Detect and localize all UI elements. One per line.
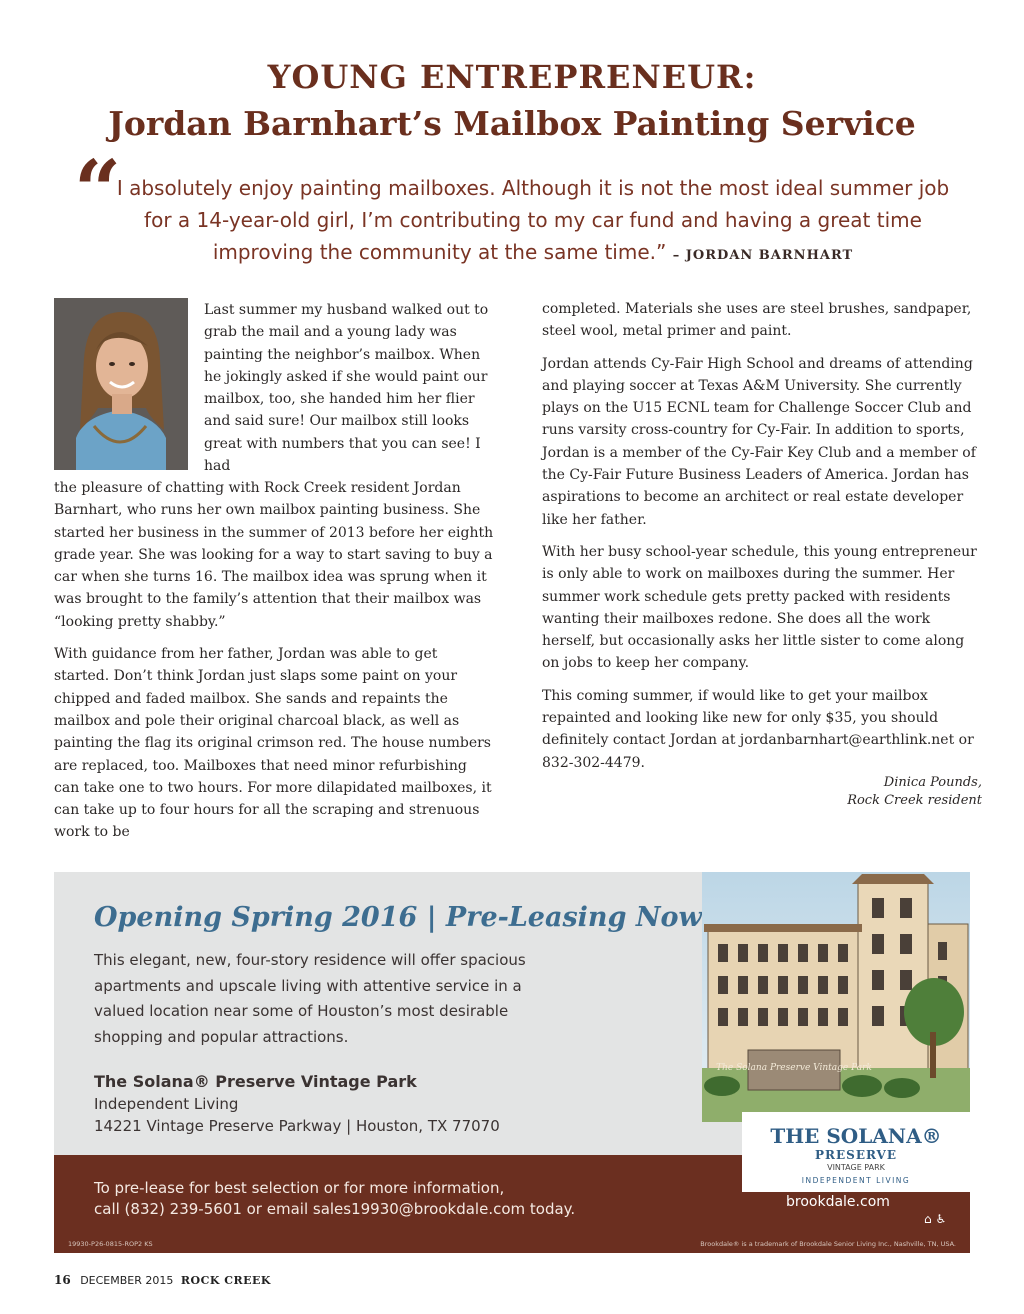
quote-mark: “	[74, 143, 122, 239]
ad-website: brookdale.com	[786, 1194, 890, 1210]
ad-description: This elegant, new, four-story residence will offer spacious apartments and upscale living with attentive service in a valued location near some of Houston’s most desirable shopping and popular attractions.	[94, 951, 526, 1046]
portrait-illustration	[54, 298, 188, 470]
signature	[542, 774, 982, 810]
ad-headline: Opening Spring 2016 | Pre-Leasing Now	[94, 902, 702, 933]
signature-name: Dinica Pounds,	[883, 774, 982, 790]
pull-quote	[108, 172, 958, 272]
page-number: 16	[54, 1273, 71, 1287]
article-right-column	[542, 298, 982, 810]
publication-name: ROCK CREEK	[180, 1274, 271, 1287]
building-illustration	[702, 872, 970, 1122]
logo-line-2: PRESERVE	[815, 1148, 897, 1162]
solana-logo	[742, 1112, 970, 1192]
pull-quote-attribution: – JORDAN BARNHART	[672, 248, 854, 263]
ad-trademark: Brookdale® is a trademark of Brookdale Senior Living Inc., Nashville, TN, USA.	[700, 1240, 956, 1248]
signature-role: Rock Creek resident	[847, 792, 982, 808]
article-paragraph-2: With guidance from her father, Jordan was able to get started. Don’t think Jordan just slaps some paint on your chipped and faded mailbox. She sands and repaints the mailbox and pole their original charcoal black, as well as painting the flag its original crimson red. The house numbers are replaced, too. Mailboxes that need minor refurbishing can take one to two hours. For more dilapidated mailboxes, it can take up to four hours for all the scraping and strenuous work to be	[54, 646, 492, 841]
ad-compliance-icons	[924, 1212, 946, 1226]
ad-code: 19930-P26-0815-ROP2 KS	[68, 1240, 153, 1248]
headline-line-1: YOUNG ENTREPRENEUR:	[267, 58, 757, 96]
page-folio	[54, 1273, 271, 1287]
ad-call-to-action	[94, 1178, 634, 1220]
article-paragraph-4: With her busy school-year schedule, this young entrepreneur is only able to work on mailboxes during the summer. Her summer work schedule gets pretty packed with residents wanting their mailboxes redone. She does all the work herself, but occasionally asks her little sister to come along on jobs to keep her company.	[542, 543, 977, 672]
ad-cta-line-1: To pre-lease for best selection or for more information,	[94, 1179, 505, 1197]
ad-cta-line-2: call (832) 239-5601 or email sales19930@brookdale.com today.	[94, 1200, 576, 1218]
article-left-column	[54, 477, 494, 854]
jordan-portrait-photo	[54, 298, 188, 470]
accessibility-icon: ♿	[935, 1212, 947, 1226]
solana-advertisement	[54, 872, 970, 1253]
logo-line-1: THE SOLANA®	[770, 1124, 942, 1148]
headline-line-2: Jordan Barnhart’s Mailbox Painting Service	[108, 104, 916, 143]
ad-property-address: 14221 Vintage Preserve Parkway | Houston, TX 77070	[94, 1117, 500, 1135]
ad-property-name: The Solana® Preserve Vintage Park	[94, 1072, 417, 1091]
article-intro-rest: the pleasure of chatting with Rock Creek resident Jordan Barnhart, who runs her own mailbox painting business. She started her business in the summer of 2013 before her eighth grade year. She was looking for a way to start saving to buy a car when she turns 16. The mailbox idea was sprung when it was brought to the family’s attention that their mailbox was “looking pretty shabby.”	[54, 480, 494, 630]
article-paragraph-5: This coming summer, if would like to get your mailbox repainted and looking like new for only $35, you should definitely contact Jordan at jordanbarnhart@earthlink.net or 832-302-4479.	[542, 687, 974, 771]
logo-line-4: INDEPENDENT LIVING	[801, 1176, 911, 1185]
article-intro-wrapped: Last summer my husband walked out to grab the mail and a young lady was painting the neighbor’s mailbox. When he jokingly asked if she would paint our mailbox, too, she handed him her flier and said sure! Our mailbox still looks great with numbers that you can see! I had	[204, 302, 489, 475]
logo-line-3: VINTAGE PARK	[827, 1163, 885, 1172]
pull-quote-text: I absolutely enjoy painting mailboxes. Although it is not the most ideal summer job for a 14-year-old girl, I’m contributing to my car fund and having a great time improving the community at the same time.”	[116, 176, 950, 264]
issue-date: DECEMBER 2015	[80, 1274, 174, 1287]
ad-property-type: Independent Living	[94, 1095, 239, 1113]
monument-sign-text: The Solana Preserve Vintage Park	[716, 1063, 872, 1073]
article-paragraph-3: Jordan attends Cy-Fair High School and dreams of attending and playing soccer at Texas A&M University. She currently plays on the U15 ECNL team for Challenge Soccer Club and runs varsity cross-country for Cy-Fair. In addition to sports, Jordan is a member of the Cy-Fair Key Club and a member of the Cy-Fair Future Business Leaders of America. Jordan has aspirations to become an architect or real estate developer like her father.	[542, 355, 976, 528]
article-paragraph-2-continued: completed. Materials she uses are steel brushes, sandpaper, steel wool, metal primer and paint.	[542, 301, 972, 340]
equal-housing-icon: ⌂	[924, 1212, 932, 1226]
